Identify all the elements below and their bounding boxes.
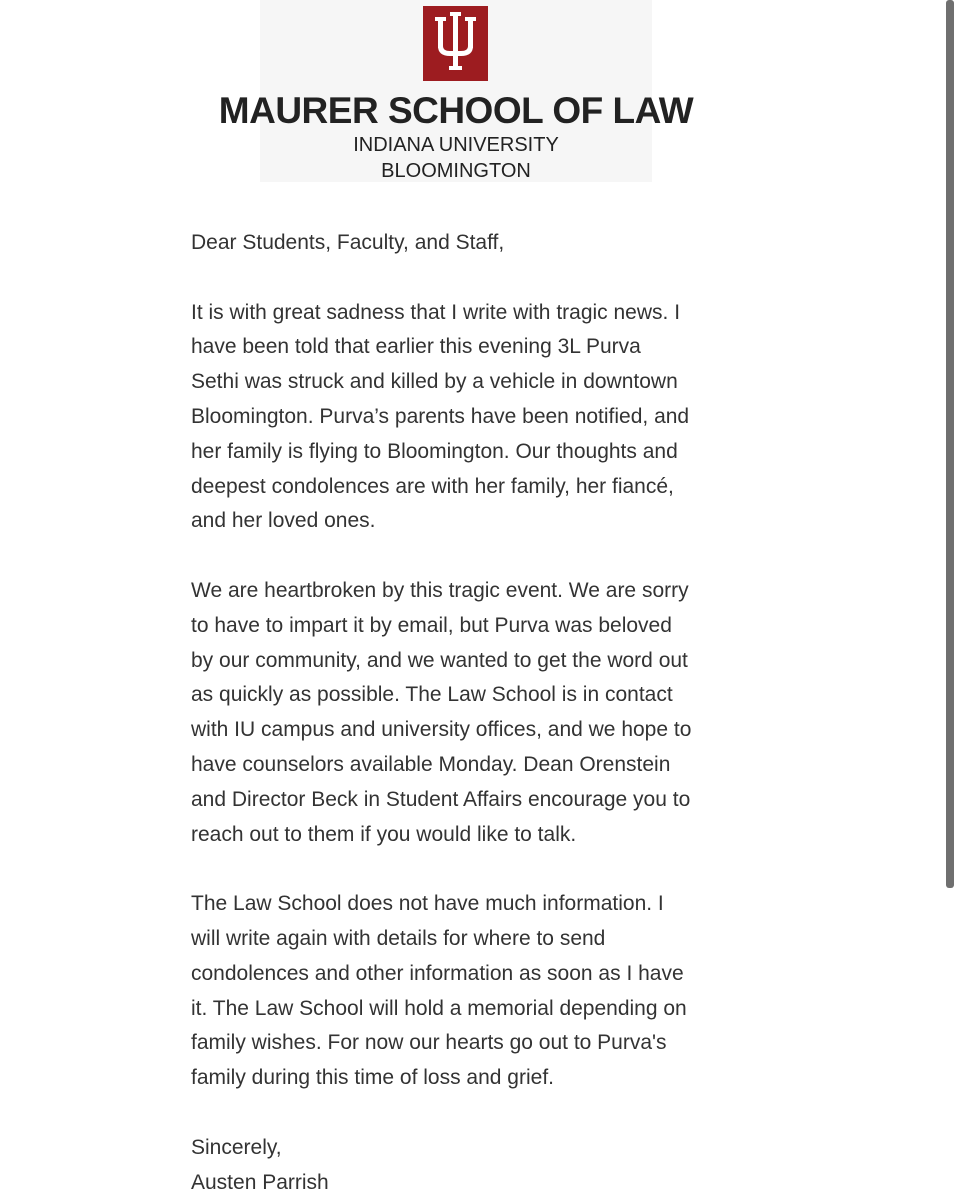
text-line: have been told that earlier this evening 3L Purva [191, 335, 641, 359]
paragraph-1 [191, 296, 751, 540]
text-line: It is with great sadness that I write with tragic news. I [191, 300, 681, 324]
closing: Sincerely, [191, 1135, 282, 1159]
iu-trident-icon-graphic [423, 6, 488, 81]
text-line: Bloomington. Purva’s parents have been notified, and [191, 404, 690, 428]
signature: Austen Parrish [191, 1170, 329, 1194]
school-name: MAURER SCHOOL OF LAW [218, 90, 694, 131]
text-line: condolences and other information as soon as I have [191, 961, 684, 985]
scrollbar-track[interactable] [946, 0, 954, 1200]
text-line: have counselors available Monday. Dean Orenstein [191, 752, 671, 776]
text-line: deepest condolences are with her family, her fiancé, [191, 474, 674, 498]
text-line: and her loved ones. [191, 509, 376, 533]
text-line: reach out to them if you would like to talk. [191, 822, 577, 846]
campus-name: BLOOMINGTON [381, 160, 531, 182]
text-line: Sethi was struck and killed by a vehicle in downtown [191, 370, 678, 394]
paragraph-3 [191, 887, 751, 1096]
letter-body [191, 226, 751, 1200]
closing-block [191, 1131, 751, 1200]
text-line: will write again with details for where to send [191, 926, 606, 950]
scrollbar-thumb[interactable] [946, 0, 954, 888]
text-line: family during this time of loss and grief. [191, 1066, 554, 1090]
text-line: to have to impart it by email, but Purva was beloved [191, 613, 672, 637]
salutation: Dear Students, Faculty, and Staff, [191, 231, 505, 254]
text-line: We are heartbroken by this tragic event. We are sorry [191, 578, 689, 602]
text-line: by our community, and we wanted to get the word out [191, 648, 688, 672]
text-line: and Director Beck in Student Affairs encourage you to [191, 787, 691, 811]
text-line: family wishes. For now our hearts go out to Purva's [191, 1031, 667, 1055]
text-line: as quickly as possible. The Law School is in contact [191, 683, 673, 707]
iu-trident-icon [423, 6, 488, 81]
text-line: it. The Law School will hold a memorial depending on [191, 996, 687, 1020]
text-line: her family is flying to Bloomington. Our thoughts and [191, 439, 678, 463]
text-line: The Law School does not have much information. I [191, 892, 664, 916]
university-name: INDIANA UNIVERSITY [353, 134, 559, 156]
paragraph-2 [191, 574, 751, 852]
text-line: with IU campus and university offices, and we hope to [191, 718, 692, 742]
